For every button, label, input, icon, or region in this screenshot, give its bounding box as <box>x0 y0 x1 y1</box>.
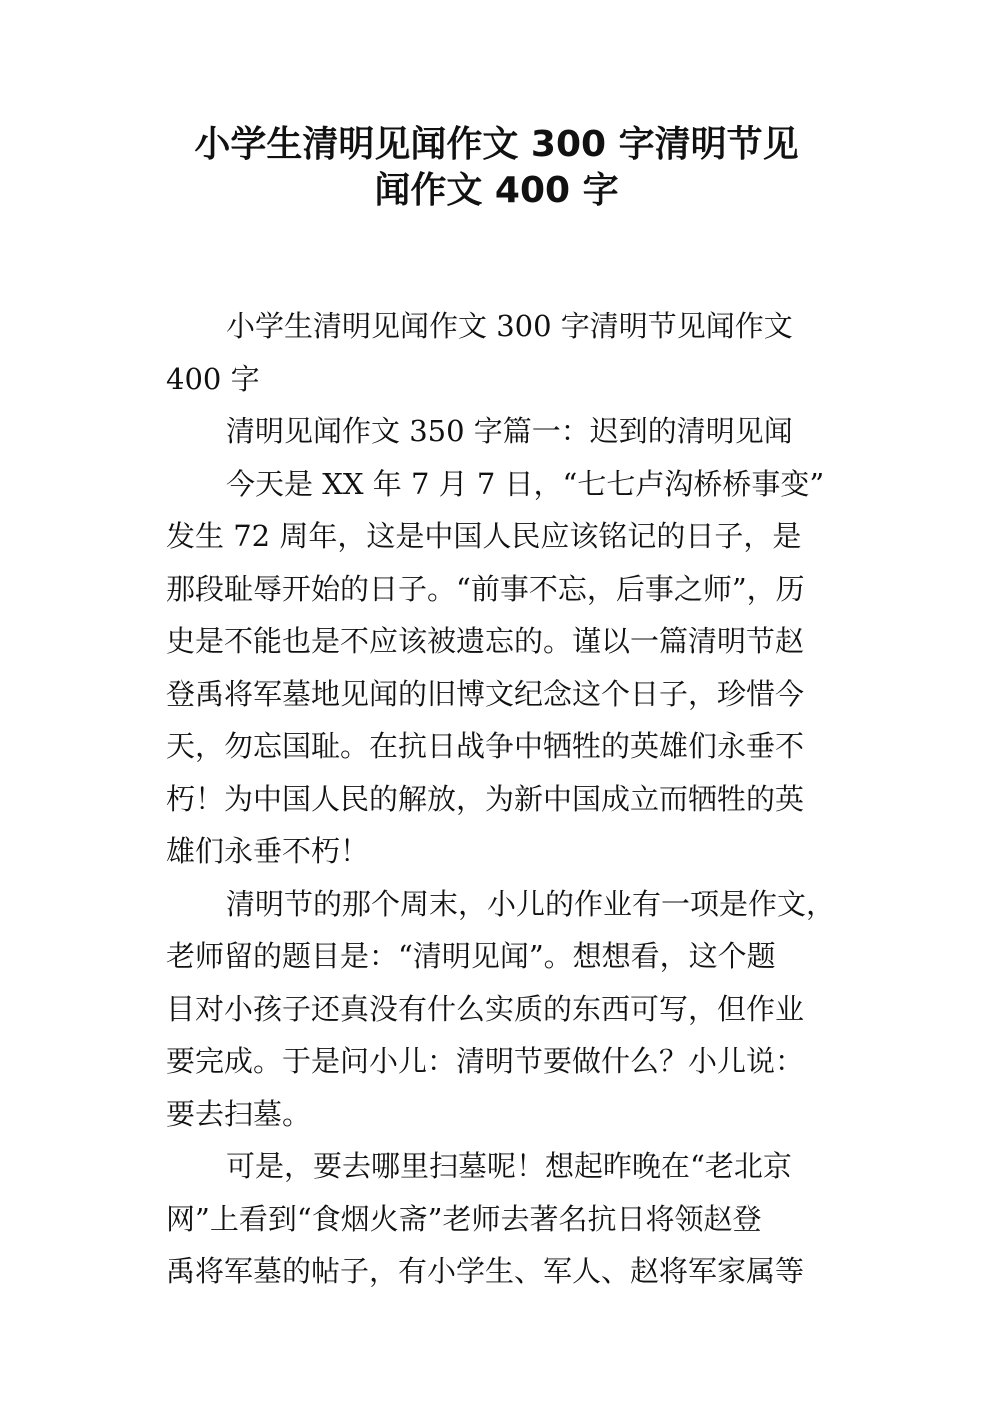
body-line: 要完成。于是问小儿：清明节要做什么？小儿说： <box>166 1044 805 1078</box>
document-title <box>140 122 853 214</box>
body-line: 发生 72 周年，这是中国人民应该铭记的日子，是 <box>166 519 802 553</box>
body-line: 禹将军墓的帖子，有小学生、军人、赵将军家属等 <box>166 1254 805 1288</box>
body-line: 今天是 XX 年 7 月 7 日，“七七卢沟桥桥事变” <box>226 466 825 501</box>
body-line: 雄们永垂不朽！ <box>166 834 370 868</box>
body-line: 登禹将军墓地见闻的旧博文纪念这个日子，珍惜今 <box>166 676 805 711</box>
body-line: 清明见闻作文 350 字篇一：迟到的清明见闻 <box>226 414 793 448</box>
body-line: 老师留的题目是：“清明见闻”。想想看，这个题 <box>166 939 776 973</box>
body-line: 目对小孩子还真没有什么实质的东西可写，但作业 <box>166 991 805 1026</box>
body-line: 要去扫墓。 <box>166 1096 312 1131</box>
body-line: 那段耻辱开始的日子。“前事不忘，后事之师”，历 <box>166 571 805 606</box>
body-line: 天，勿忘国耻。在抗日战争中牺牲的英雄们永垂不 <box>166 729 805 763</box>
body-line: 网”上看到“食烟火斋”老师去著名抗日将领赵登 <box>166 1201 762 1236</box>
title-line-1: 小学生清明见闻作文 300 字清明节见 <box>194 124 799 165</box>
body-line: 清明节的那个周末，小儿的作业有一项是作文， <box>226 886 836 921</box>
title-line-2: 闻作文 400 字 <box>374 170 619 211</box>
document-body <box>166 300 836 1298</box>
body-line: 400 字 <box>166 361 260 396</box>
body-line: 可是，要去哪里扫墓呢！想起昨晚在“老北京 <box>226 1149 792 1183</box>
body-line: 史是不能也是不应该被遗忘的。谨以一篇清明节赵 <box>166 624 805 658</box>
body-line: 小学生清明见闻作文 300 字清明节见闻作文 <box>226 309 793 343</box>
body-line: 朽！为中国人民的解放，为新中国成立而牺牲的英 <box>166 781 805 816</box>
